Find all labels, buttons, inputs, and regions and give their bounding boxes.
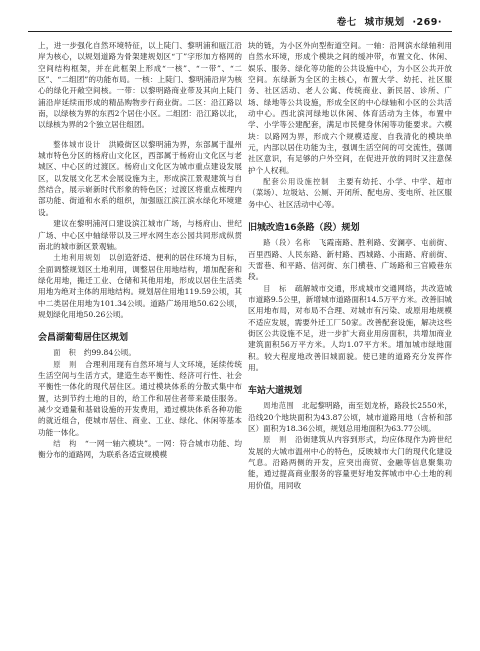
paragraph	[248, 237, 452, 282]
header-rule	[28, 31, 452, 32]
paragraph-lead: 路（段）名称	[263, 238, 311, 248]
paragraph	[38, 40, 242, 131]
paragraph-text: 上，进一步强化自然环境特征，以上陡门、黎明浦和瓯江沿岸为核心，以规划道路为骨架建规划区“丁”字形加方格网的空间结构框架，并在此框架上形成“一核”、“一带”、“二区”、“二组团”的功能布局。一核：上陡门、黎明浦沿岸为核心的绿化开敞空间核。一带：以黎明路商业带及其向上陡门浦沿岸延续而形成的精品购物步行商业街。二区：沿江路以南，以绿核为界的东西2个居住小区。二组团：沿江路以北，以绿核为界的2个独立居住组团。	[38, 41, 242, 130]
paragraph-text: 块的链，为小区外向型衔道空间。一轴：沿网滨水绿轴利用自然水环境，形成个模块之间的缓冲带，布置文化、休闲、娱乐、服务、绿化等功能的公共设施中心，为小区公共开放空间。东绿新为全区的主核心，布置大学、幼托、社区服务、社区活动、老人公寓、传统商业、新民居、诊所、广场、绿地等公共设施，形成全区的中心绿轴和小区的公共活动中心。西北滨河绿地以休闲、体育活动为主体，布置中学、小学等公建配套，满足市民健身休闲等功能要求。六模块：以路网为界，形成六个规模适度、自我清化的模块单元，内部以居住功能为主，强调生活空间的可交流性，强调社区意识，有足够的户外空间，在促进开放的同时又注意保护个人权利。	[248, 41, 452, 175]
paragraph-text: “一网一轴六模块”。一网：符合城市功能、均衡分布的道路网，为联系各适宜规模模	[38, 439, 242, 460]
paragraph	[248, 40, 452, 176]
paragraph	[248, 434, 452, 491]
paragraph-lead: 周地范围	[263, 401, 295, 411]
paragraph-lead: 结 构	[53, 439, 78, 448]
paragraph	[248, 176, 452, 210]
paragraph-lead: 原 则	[53, 359, 78, 369]
paragraph	[38, 359, 242, 438]
left-column	[38, 40, 242, 461]
paragraph-lead: 配套公用设施控制	[263, 177, 330, 187]
paragraph-text: 沿街建筑从内容到形式，均应体现作为跨世纪发展的大城市温州中心的特色，反映城市大门的现代化建设气息。沿路两侧的开发，应突出商贸、金融等信息聚集功能，通过提高商业服务的容量更好地发挥城市中心土地的利用价值，用同收	[248, 435, 453, 490]
paragraph-text: 主要有幼托、小学、中学、超市（菜场）、垃圾站、公厕、开闭所、配电房、变电所、社区服务中心、社区活动中心等。	[248, 177, 452, 209]
paragraph-text: 建议在黎明浦河口建设滨江城市广场，与杨府山、世纪广场、中心区中轴绿带以及三坪水网生态公园共同形成纵贯南北的城市新区景观轴。	[38, 219, 242, 251]
paragraph-text: 以创造舒适、便利的居住环境为目标，全面调整规划区土地利用，调整居住用地结构，增加配套和绿化用地，搬迁工业、仓储和其他用地，形成以居住生活类用地为绝对主体的用地结构。规划居住用地119.59公顷，其中二类居住用地为101.34公顷。道路广场用地50.62公顷，规划绿化用地50.26公顷。	[38, 253, 242, 319]
section-title: 旧城改造16条路（段）规划	[248, 223, 360, 234]
paragraph	[38, 347, 242, 358]
paragraph-lead: 原 则	[263, 435, 288, 445]
page-number: ·269·	[412, 17, 442, 28]
section-label: 城市规划	[364, 17, 405, 28]
running-head	[333, 14, 442, 28]
paragraph-lead: 目 标	[263, 283, 288, 293]
paragraph	[38, 139, 242, 218]
paragraph-text: 合理利用现有自然环境与人文环境，延续传统生活空间与生活方式，建造生态平衡性、经济可行性、社会平衡性一体化的现代居住区。通过模块体系的分散式集中布置，达到节约土地的目的，给工作和居住者带来最佳服务。减少交通量和基础设施的开发费用，通过模块体系各种功能的就近组合，使城市居住、商业、工业、绿化、休闲等基本功能一体化。	[38, 359, 243, 437]
paragraph-text: 飞霞南路、胜利路、安澜亭、屯前街、百里西路、人民东路、新村路、西城路、小南路、府前街、天雷巷、和平路、信河街、东门横巷、广场路和三官殿巷东段。	[248, 238, 452, 282]
paragraph	[248, 283, 452, 374]
spacer	[38, 131, 242, 139]
paragraph-lead: 土地利用规划	[53, 253, 101, 263]
paragraph	[38, 438, 242, 461]
section-title: 会昌湖葡萄居住区规划	[38, 333, 129, 344]
paragraph-text: 疏解城市交通，形成城市交通网络，共改造城市道路9.5公里，新增城市道路面积14.5万平方米。改善旧城区用地布局，对布局不合理、对城市有污染、或原用地规模不适应发展，需要外迁工厂50家。改善配套设施，解决这些街区公共设施不足，进一步扩大商业用房面积，共增加商业建筑面积56万平方米。人均1.07平方米。增加城市绿地面积。较大程度地改善旧城面貌。使已建的道路充分发挥作用。	[248, 283, 453, 372]
paragraph	[248, 400, 452, 434]
page-header	[0, 0, 480, 34]
paragraph-lead: 整体城市设计	[53, 139, 101, 149]
paragraph-text: 约99.84公顷。	[83, 348, 136, 358]
paragraph	[38, 252, 242, 320]
chapter-label: 卷七	[336, 17, 357, 28]
paragraph-text: 北起黎明路，南至划龙桥，路段长2550米，沿线20个地块面积为43.87公顷，城市道路用地（含桥和部区）面积为18.36公顷，规划总用地面积为63.77公顷。	[248, 401, 452, 433]
paragraph-lead: 面 积	[53, 348, 77, 358]
right-column	[248, 40, 452, 491]
paragraph	[38, 218, 242, 252]
section-title: 车站大道规划	[248, 386, 303, 397]
paragraph-text: 洪殿街区以黎明浦为界，东部属于温州城市特色分区的杨府山文化区，西部属于杨府山文化区与老城区、中心区的过渡区。杨府山文化区为城市重点建设发展区，以发展文化艺术会展设施为主，形成滨江景观建筑与自然结合，展示崭新时代形象的特色区；过渡区将重点梳理内部功能、街道和水系的组织，加强瓯江滨江滨水绿化环境建设。	[38, 139, 242, 217]
